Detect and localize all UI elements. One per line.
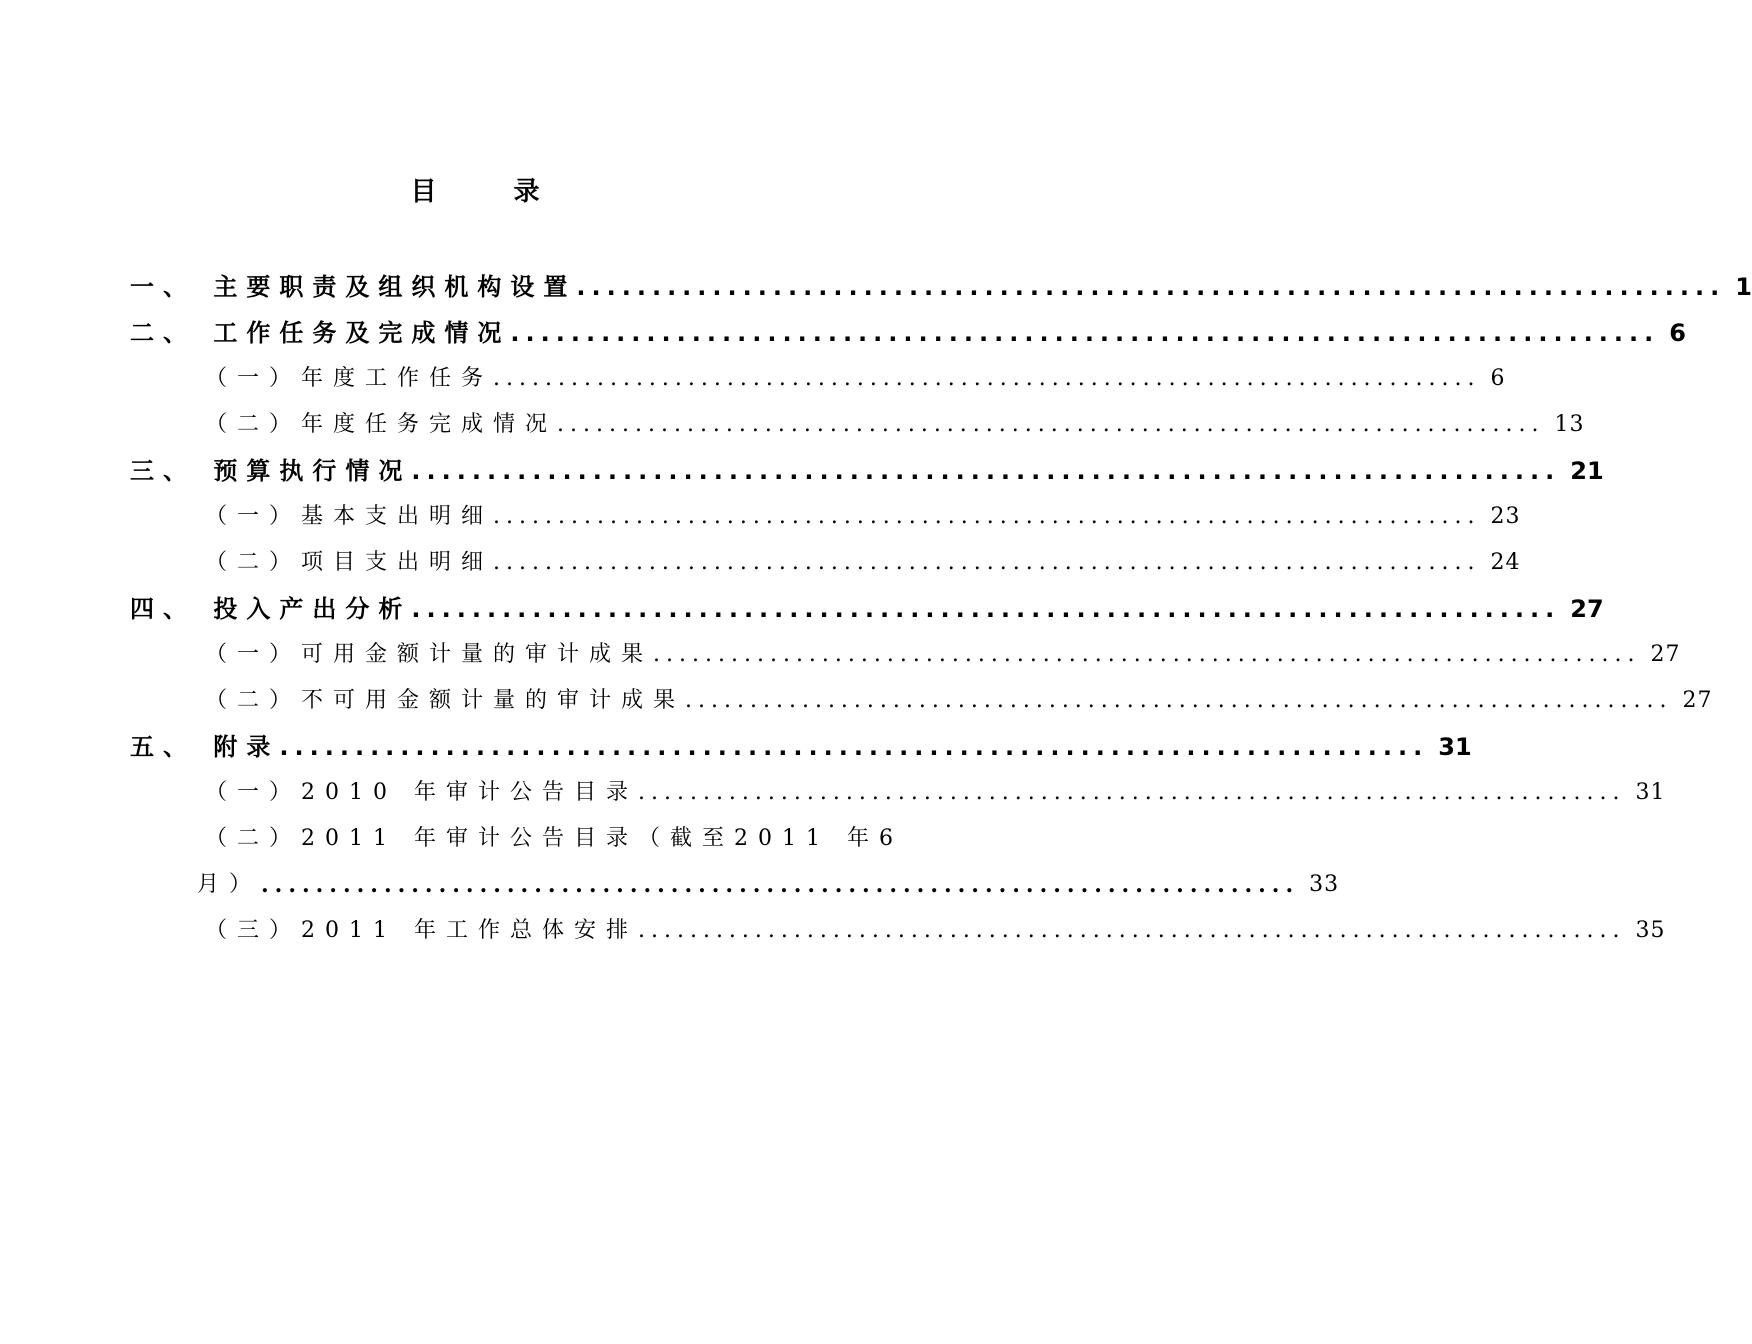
toc-entry-label: （一）2010 年审计公告目录: [205, 780, 638, 805]
toc-entry-page: 23: [1490, 504, 1521, 529]
toc-entry-section-5-1[interactable]: [205, 770, 1666, 816]
dot-leader: ............................................................................: [279, 733, 1429, 761]
toc-entry-page: 27: [1570, 595, 1604, 623]
toc-entry-section-4[interactable]: [130, 586, 1604, 632]
toc-entry-label: （一）可用金额计量的审计成果: [205, 642, 654, 667]
toc-entry-section-2[interactable]: [130, 310, 1686, 356]
dot-leader: ............................................................................: [637, 780, 1626, 805]
toc-entry-label: 三、 预算执行情况: [130, 457, 412, 485]
toc-entry-page: 31: [1438, 733, 1472, 761]
dot-leader: ............................................................................: [510, 319, 1660, 347]
toc-entry-section-4-1[interactable]: [205, 632, 1681, 678]
toc-entry-section-3-2[interactable]: [205, 540, 1521, 586]
dot-leader: ............................................................................: [637, 918, 1626, 943]
toc-entry-label: 一、 主要职责及组织机构设置: [130, 273, 577, 301]
toc-entry-label: 二、 工作任务及完成情况: [130, 319, 511, 347]
toc-entry-label: （一）年度工作任务: [205, 366, 494, 391]
toc-entry-label: 五、 附录: [130, 733, 280, 761]
toc-entry-section-2-1[interactable]: [205, 356, 1506, 402]
dot-leader: ............................................................................: [653, 642, 1641, 667]
toc-entry-label: （二）不可用金额计量的审计成果: [205, 688, 686, 713]
dot-leader: ............................................................................: [493, 504, 1481, 529]
toc-entry-section-5-2-line-2[interactable]: [197, 862, 1340, 908]
toc-entry-page: 1: [1735, 273, 1752, 301]
toc-entry-page: 6: [1490, 366, 1506, 391]
toc-entry-label: （一）基本支出明细: [205, 504, 494, 529]
toc-entry-section-1[interactable]: [130, 264, 1752, 310]
toc-entry-page: 13: [1554, 412, 1585, 437]
toc-entry-page: 24: [1490, 550, 1521, 575]
dot-leader: ............................................................................: [576, 273, 1726, 301]
toc-entry-page: 33: [1309, 872, 1340, 897]
toc-entry-section-3-1[interactable]: [205, 494, 1521, 540]
toc-entry-page: 31: [1635, 780, 1666, 805]
toc-entry-label: （二）2011 年审计公告目录（截至2011 年6: [205, 826, 903, 851]
toc-entry-label: 四、 投入产出分析: [130, 595, 412, 623]
dot-leader: ............................................................................: [411, 457, 1561, 485]
toc-entry-page: 35: [1635, 918, 1666, 943]
toc-entry-section-4-2[interactable]: [205, 678, 1713, 724]
toc-entry-label: （二）项目支出明细: [205, 550, 494, 575]
toc-entry-label-continued: 月）: [197, 872, 262, 897]
dot-leader: ............................................................................: [493, 550, 1481, 575]
toc-entry-label: （三）2011 年工作总体安排: [205, 918, 638, 943]
dot-leader: ............................................................................: [557, 412, 1545, 437]
dot-leader: ............................................................................: [261, 872, 1300, 898]
dot-leader: ............................................................................: [411, 595, 1561, 623]
toc-title: 目 录: [410, 177, 574, 207]
toc-entry-section-2-2[interactable]: [205, 402, 1585, 448]
dot-leader: ............................................................................: [685, 688, 1673, 713]
toc-entry-section-5-3[interactable]: [205, 908, 1666, 954]
dot-leader: ............................................................................: [493, 366, 1481, 391]
toc-entry-section-3[interactable]: [130, 448, 1604, 494]
toc-entry-section-5-2-line-1[interactable]: [205, 816, 903, 862]
toc-entry-label: （二）年度任务完成情况: [205, 412, 558, 437]
toc-entry-page: 27: [1650, 642, 1681, 667]
toc-entry-page: 6: [1669, 319, 1686, 347]
toc-entry-page: 21: [1570, 457, 1604, 485]
toc-entry-page: 27: [1682, 688, 1713, 713]
toc-entry-section-5[interactable]: [130, 724, 1472, 770]
